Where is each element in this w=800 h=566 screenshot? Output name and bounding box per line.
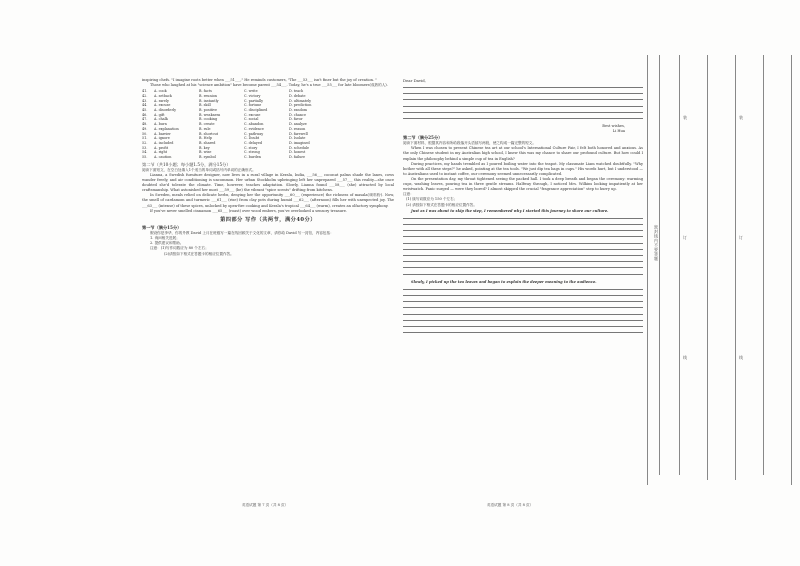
option-b[interactable]: B. facts (199, 89, 212, 94)
question-number: 53. (142, 145, 148, 150)
task-line: 假设你是李华，你的外教 David 上月在班级写一篇在线回顾关于文化的文章，请你给 David 写一封信，内容包括： (150, 230, 334, 235)
option-d[interactable]: D. failure (289, 155, 306, 160)
options-list (142, 89, 394, 160)
option-d[interactable]: D. favor (289, 117, 303, 122)
margin-rule (647, 55, 648, 485)
question-number: 51. (142, 136, 148, 141)
option-d[interactable]: D. random (289, 108, 308, 112)
option-d[interactable]: D. schedule (289, 145, 310, 150)
letter-salutation: Dear David, (403, 78, 426, 83)
option-row (142, 155, 394, 160)
question-number: 54. (142, 150, 148, 155)
question-number: 43. (142, 98, 148, 103)
margin-rule (735, 55, 736, 480)
binding-mark: 线 (683, 355, 687, 360)
option-d[interactable]: D. farewell (289, 131, 308, 136)
option-a[interactable]: A. chalk (154, 117, 168, 122)
option-d[interactable]: D. analyze (289, 122, 307, 127)
option-d[interactable]: D. debate (289, 93, 306, 98)
note-line: 注意： (403, 192, 414, 197)
page-7-footer: 英语试题 第 7 页（共 8 页） (242, 503, 289, 507)
option-c[interactable]: C. partially (244, 98, 263, 103)
option-c[interactable]: C. evidence (244, 126, 264, 131)
option-d[interactable]: D. ultimately (289, 98, 312, 103)
option-c[interactable]: C. fortune (244, 103, 262, 108)
option-b[interactable]: B. skill (199, 103, 211, 108)
page-8-footer: 英语试题 第 8 页（共 8 页） (487, 503, 534, 507)
option-c[interactable]: C. write (244, 89, 258, 94)
continuation-prompt-1: Just as I was about to skip the step, I remembered why I started this journey to share our culture. (411, 208, 609, 213)
option-c[interactable]: C. delayed (244, 140, 263, 145)
note-line: (1) 续写词数应为 150 个左右； (406, 197, 458, 202)
question-number: 46. (142, 112, 148, 117)
question-number: 52. (142, 140, 148, 145)
option-c[interactable]: C. social (244, 117, 259, 122)
task-line: 1. 询问相关进展； (150, 235, 180, 240)
binding-mark: 装 (683, 115, 687, 120)
task-line: 注意：(1)写作词数应为 80 个左右； (150, 246, 209, 251)
option-c[interactable]: C. burden (244, 155, 261, 160)
option-d[interactable]: D. imagined (289, 140, 310, 145)
page-7 (142, 78, 394, 488)
binding-mark: 装 (739, 115, 743, 120)
binding-mark: 订 (739, 235, 743, 240)
question-number: 45. (142, 108, 148, 112)
intro-line-1: inspiring chefs. "I imagine roots better when ___51___," He reminds customers, "The ___53___ isn't finer but the joy of creation. " (142, 78, 377, 82)
section-2-instructions: 阅读下面短文，在空白处填入1个适当的单词或括号内单词的正确形式。 (142, 167, 256, 172)
option-c[interactable]: C. strong (244, 150, 260, 155)
story-paragraph: When I was chosen to present Chinese tea art at our school's International Culture Fair, I felt both honored and anxious. As the only Chinese student in my Australian high school, I knew this was my chance to share our profound culture. But how could I explain the philosophy behind a simple cup of tea in English? (403, 146, 643, 161)
writing-section-1-title: 第一节（满分15分） (142, 224, 182, 230)
option-a[interactable]: A. explanation (154, 126, 179, 131)
option-b[interactable]: B. rule (199, 126, 211, 131)
task-line: 2. 提供建议和帮助。 (150, 241, 184, 246)
option-a[interactable]: A. caution (154, 155, 172, 160)
option-a[interactable]: A. rarely (154, 98, 169, 103)
option-c[interactable]: C. victory (244, 93, 261, 98)
option-c[interactable]: C. Doubt (244, 136, 260, 141)
binding-margin (645, 55, 795, 485)
passage-paragraph: Lianna, a Swedish furniture designer, now lives in a rural village in Kerala, India, ___56___ coconut palms shade the lanes, cows wander freely, and air conditioning is uncommon. Her urban Stockholm upbringing left her unprepared ___57___ this reality—she once doubted she'd tolerate the climate. Time, however, teaches adaptation. Slowly, Lianna found ___58___ (she) attracted by local craftsmanship. What astonished her most ___59___ (be) the vibrant "spice scents" drifting from kitchens. (142, 172, 394, 193)
option-b[interactable]: B. shortcut (199, 131, 219, 136)
continuation-prompt-2: Slowly, I picked up the tea leaves and began to explain the deeper meaning to the audience. (411, 279, 597, 284)
question-number: 47. (142, 117, 148, 122)
option-d[interactable]: D. chance (289, 112, 306, 117)
option-b[interactable]: B. reunion (199, 93, 217, 98)
letter-signature: Li Hua (612, 129, 625, 134)
option-b[interactable]: B. wise (199, 150, 212, 155)
option-a[interactable]: A. cook (154, 89, 167, 94)
continuation-answer-lines-2[interactable] (403, 289, 643, 333)
story-paragraph: On the presentation day, my throat tightened seeing the packed hall. I took a deep breath and began the ceremony: warming cups, washing leaves, pouring tea in three gentle streams. Halfway through, I noticed Mrs. Wilkins looking impatiently at her wristwatch. Panic surged — were they bored? I almost skipped the crucial "fragrance appreciation" step to hurry up. (403, 176, 643, 192)
passage-paragraph: In Sweden, meals relied on delicate herbs, denying her the opportunity ___60___ (experience) the richness of masala(调料粉). Now, the smell of cardamom and turmeric ___61___ (rise) from clay pots during humid ___62___ (afternoon) fills her with unexpected joy. The ___63___ (intense) of these spices, unlocked by open-fire cooking and Kerala's tropical ___64___ (warm), creates an olfactory symphony. (142, 193, 394, 208)
task-line: (2)请按如下格式在答题卡的相应位置作答。 (164, 251, 234, 256)
option-b[interactable]: B. key (199, 145, 210, 150)
question-number: 44. (142, 103, 148, 108)
story-paragraph: During practices, my hands trembled as I poured boiling water into the teapot. My classmate Liam watched doubtfully. "Why bother with all these steps?" he asked, pointing at the tea tools. "We just dip tea bags in cups." His words hurt, but I understood — to Australians used to instant coffee, our ceremony seemed unnecessarily complicated. (403, 161, 643, 176)
letter-answer-lines[interactable] (403, 87, 643, 119)
margin-rule (763, 55, 764, 475)
option-d[interactable]: D. Isolate (289, 136, 306, 141)
option-d[interactable]: D. prediction (289, 103, 312, 108)
option-a[interactable]: A. disorderly (154, 108, 177, 112)
option-b[interactable]: B. cooking (199, 117, 218, 122)
option-b[interactable]: B. Help (199, 136, 212, 141)
option-a[interactable]: A. profit (154, 145, 169, 150)
option-c[interactable]: C. disciplined (244, 108, 268, 112)
option-b[interactable]: B. instantly (199, 98, 219, 103)
question-number: 48. (142, 122, 148, 127)
margin-rule (679, 55, 680, 475)
option-b[interactable]: B. positive (199, 108, 218, 112)
option-a[interactable]: A. excuse (154, 103, 171, 108)
question-number: 49. (142, 126, 148, 131)
option-c[interactable]: C. abandon (244, 122, 264, 127)
option-a[interactable]: A. barrier (154, 131, 171, 136)
intro-line-2: Those who laughed at his "science ambition" have become parent ___54___. Today, he's a true ___55___ for late bloomers(成熟的人). (150, 83, 388, 88)
binding-mark: 线 (739, 355, 743, 360)
binding-warning-text: 密封线内不要答题 (654, 225, 659, 261)
margin-rule (659, 55, 660, 475)
part-4-title: 第四部分 写作（共两节，满分40分） (220, 216, 316, 223)
margin-rule (791, 55, 792, 485)
option-c[interactable]: C. pathway (244, 131, 264, 136)
question-number: 50. (142, 131, 148, 136)
option-c[interactable]: C. excuse (244, 112, 261, 117)
writing-section-2-title: 第二节（满分25分） (403, 135, 443, 141)
option-a[interactable]: A. right (154, 150, 168, 155)
letter-closing: Best wishes, (602, 124, 625, 129)
page-8 (403, 78, 643, 488)
passage-paragraph: If you've never smelled cinnamon ___65___ (roast) over wood embers, you've overlooked a sensory treasure. (150, 208, 348, 213)
option-d[interactable]: D. honest (289, 150, 306, 155)
binding-mark: 订 (683, 235, 687, 240)
continuation-answer-lines-1[interactable] (403, 218, 643, 275)
note-line: (2) 请按如下格式在答题卡的相应位置作答。 (406, 202, 477, 207)
option-b[interactable]: B. weakness (199, 112, 221, 117)
option-a[interactable]: A. gift (154, 112, 165, 117)
option-b[interactable]: B. shared (199, 140, 216, 145)
section-2-instructions: 阅读下面材料，根据其内容和所给段落开头语续写两段，使之构成一篇完整的短文。 (403, 141, 536, 146)
option-b[interactable]: B. symbol (199, 155, 216, 160)
option-a[interactable]: A. setback (154, 93, 172, 98)
margin-rule (707, 55, 708, 480)
option-a[interactable]: A. included (154, 140, 174, 145)
option-a[interactable]: A. ignore (154, 136, 170, 141)
section-2-title: 第二节（共10小题；每小题1.5分，满分15分） (142, 161, 231, 167)
option-d[interactable]: D. reason (289, 126, 306, 131)
option-d[interactable]: D. teach (289, 89, 304, 94)
question-number: 42. (142, 93, 148, 98)
option-a[interactable]: A. burn (154, 122, 167, 127)
option-b[interactable]: B. create (199, 122, 215, 127)
option-c[interactable]: C. story (244, 145, 258, 150)
question-number: 41. (142, 89, 148, 94)
question-number: 55. (142, 155, 148, 160)
